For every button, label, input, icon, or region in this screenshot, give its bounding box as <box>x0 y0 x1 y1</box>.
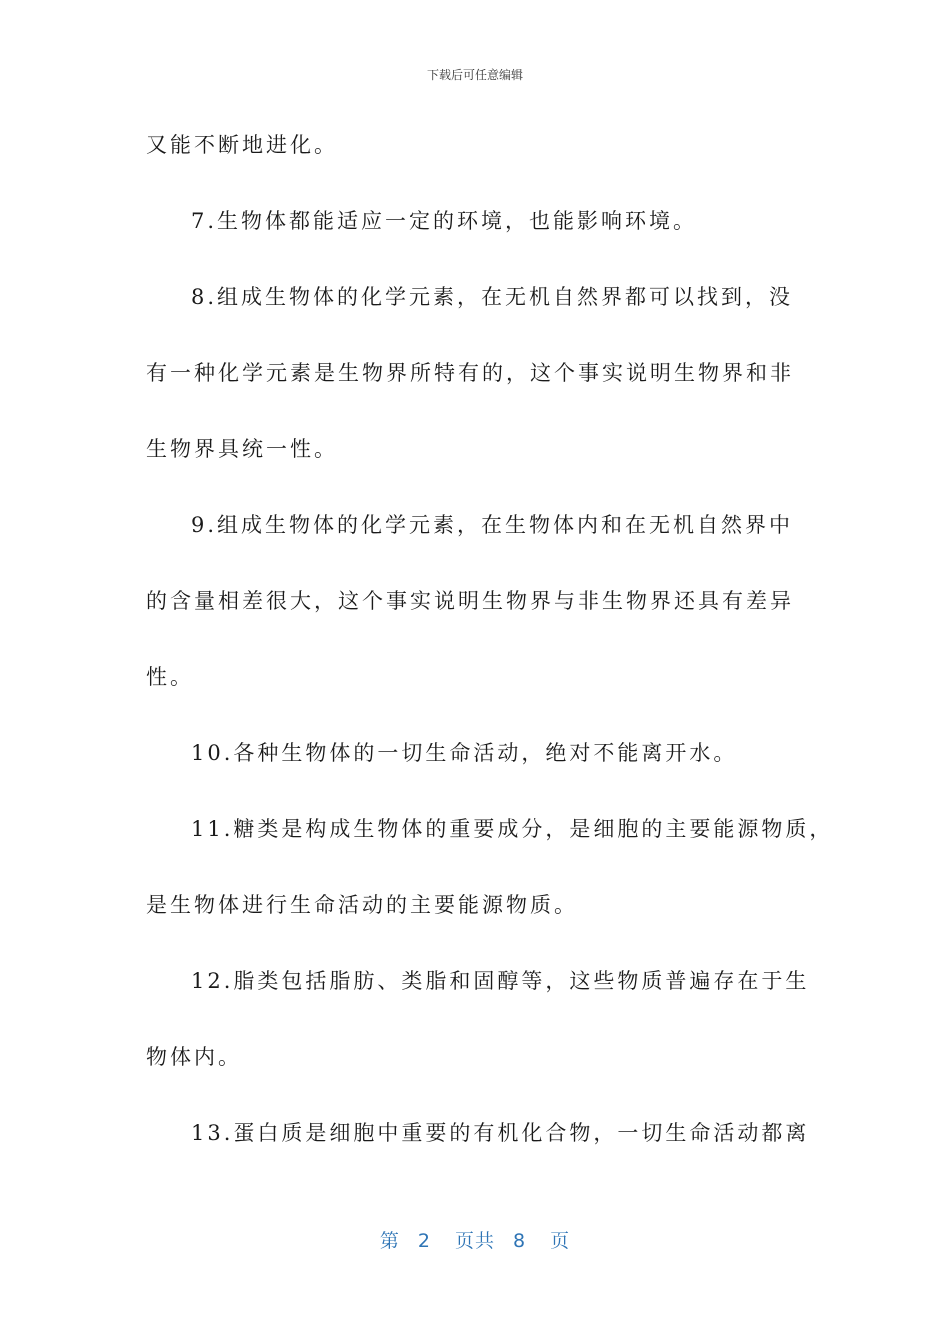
paragraph-line: 的含量相差很大，这个事实说明生物界与非生物界还具有差异 <box>146 589 794 613</box>
current-page-number: 2 <box>417 1230 431 1252</box>
footer-prefix: 第 <box>379 1230 400 1252</box>
page-header: 下载后可任意编辑 <box>426 68 523 82</box>
paragraph-line: 10.各种生物体的一切生命活动，绝对不能离开水。 <box>191 741 738 765</box>
paragraph-line: 性。 <box>146 665 194 689</box>
footer-middle: 页共 <box>454 1230 495 1252</box>
document-body <box>146 123 834 1187</box>
paragraph-line: 12.脂类包括脂肪、类脂和固醇等，这些物质普遍存在于生 <box>191 969 810 993</box>
total-page-number: 8 <box>513 1230 527 1252</box>
page-footer <box>0 1226 950 1253</box>
paragraph-line: 9.组成生物体的化学元素，在生物体内和在无机自然界中 <box>191 513 794 537</box>
paragraph-line: 7.生物体都能适应一定的环境，也能影响环境。 <box>191 209 698 233</box>
paragraph-line: 生物界具统一性。 <box>146 437 338 461</box>
paragraph-line: 是生物体进行生命活动的主要能源物质。 <box>146 893 578 917</box>
paragraph-line: 有一种化学元素是生物界所特有的，这个事实说明生物界和非 <box>146 361 794 385</box>
footer-suffix: 页 <box>550 1230 571 1252</box>
paragraph-line: 8.组成生物体的化学元素，在无机自然界都可以找到，没 <box>191 285 794 309</box>
paragraph-line: 11.糖类是构成生物体的重要成分，是细胞的主要能源物质， <box>191 817 834 841</box>
paragraph-line: 又能不断地进化。 <box>146 133 338 157</box>
paragraph-line: 物体内。 <box>146 1045 242 1069</box>
paragraph-line: 13.蛋白质是细胞中重要的有机化合物，一切生命活动都离 <box>191 1121 810 1145</box>
